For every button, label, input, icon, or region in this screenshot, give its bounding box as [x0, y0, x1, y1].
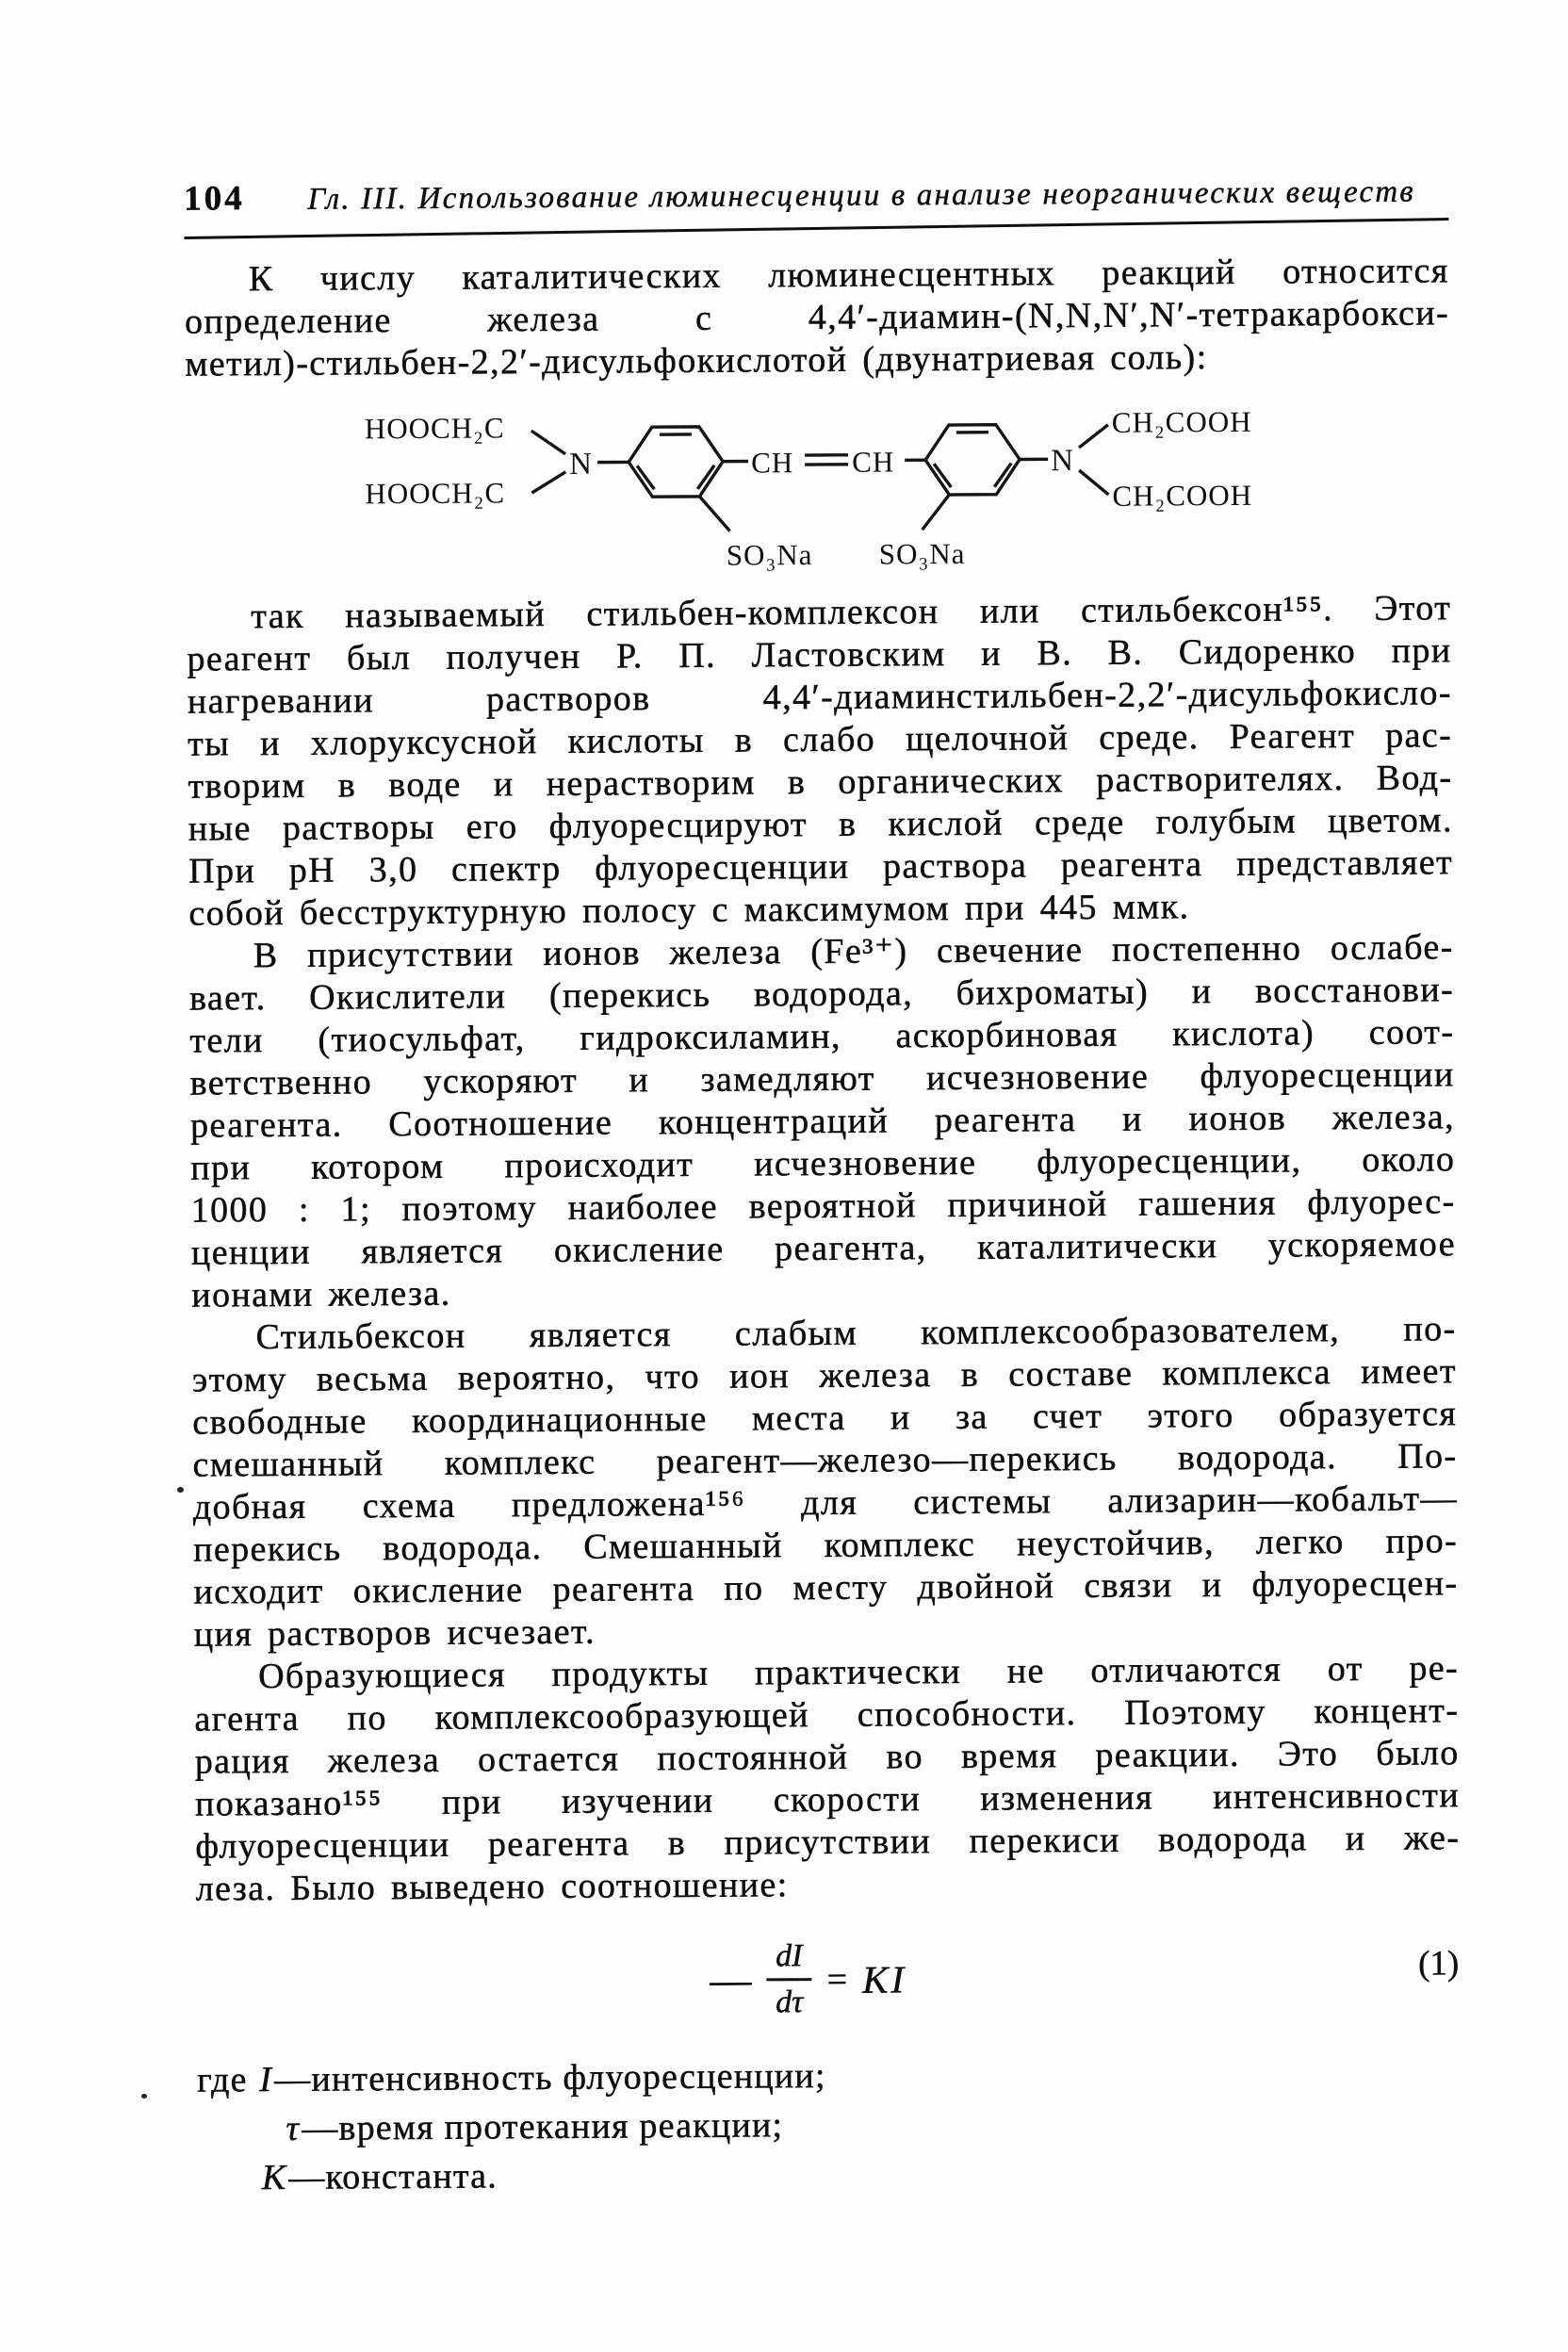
- text-line: При рН 3,0 спектр флуоресценции раствора реагента представляет: [188, 842, 1454, 891]
- bond: [1079, 425, 1108, 448]
- text-line: смешанный комплекс реагент—железо—перекись водорода. По-: [192, 1436, 1458, 1485]
- text-line: свободные координационные места и за счет этого образуется: [192, 1394, 1458, 1443]
- text-line: 1000 : 1; поэтому наиболее вероятной причиной гашения флуорес-: [190, 1182, 1456, 1231]
- text-line: метил)-стильбен-2,2′-дисульфокислотой (двунатриевая соль):: [185, 337, 1208, 384]
- page-content: [184, 170, 1462, 2202]
- atom-label-sulfo-left: SO₃Na: [726, 538, 813, 572]
- paragraph: [187, 587, 1453, 935]
- scan-speck: [141, 2094, 147, 2099]
- atom-label-sulfo-right: SO₃Na: [878, 536, 966, 571]
- running-head: [184, 170, 1448, 221]
- bond: [699, 497, 729, 531]
- chemical-structure-diagram: [360, 391, 1341, 581]
- bond: [531, 472, 565, 493]
- text-line: рация железа остается постоянной во время реакции. Это было: [194, 1733, 1460, 1782]
- paragraph: [191, 1308, 1458, 1656]
- definition-lead: где: [196, 2060, 258, 2100]
- equals-sign: =: [826, 1959, 848, 2000]
- fraction-denominator: dτ: [775, 1984, 804, 2020]
- atom-label-left-arm-top: HOOCH₂C: [364, 411, 505, 446]
- minus-sign: —: [710, 1956, 752, 2003]
- definition-text: —время протекания реакции;: [302, 2105, 784, 2148]
- atom-label-left-nitrogen: N: [569, 447, 594, 482]
- text-line: Стильбексон является слабым комплексообразователем, по-: [255, 1309, 1457, 1358]
- bond: [922, 495, 949, 530]
- chapter-title: Гл. III. Использование люминесценции в анализе неорганических веществ: [307, 174, 1415, 217]
- text-line: ионами железа.: [191, 1273, 451, 1315]
- definition-symbol: К: [261, 2157, 287, 2198]
- text-line: леза. Было выведено соотношение:: [195, 1865, 789, 1909]
- equation-right-side: KI: [861, 1956, 907, 2001]
- text-line: творим в воде и нерастворим в органических растворителях. Вод-: [188, 758, 1453, 807]
- equation-row: [196, 1930, 1462, 2044]
- bond: [531, 431, 565, 454]
- text-line: собой бесструктурную полосу с максимумом при 445 ммк.: [188, 887, 1190, 934]
- text-line: вает. Окислители (перекись водорода, бихроматы) и восстанови-: [188, 970, 1455, 1019]
- text-line: показано¹⁵⁵ при изучении скорости изменения интенсивности: [194, 1775, 1461, 1824]
- atom-label-right-arm-top: CH₂COOH: [1111, 404, 1252, 439]
- bond: [1079, 470, 1108, 495]
- atom-label-left-arm-bottom: HOOCH₂C: [365, 476, 506, 511]
- definition-text: —интенсивность флуоресценции;: [274, 2055, 826, 2100]
- definition-symbol: I: [259, 2060, 273, 2100]
- atom-label-right-arm-bottom: CH₂COOH: [1112, 478, 1253, 513]
- text-line: ция растворов исчезает.: [193, 1611, 596, 1655]
- paragraph: [189, 926, 1457, 1316]
- text-line: реагент был получен Р. П. Ластовским и В. В. Сидоренко при: [187, 630, 1452, 679]
- text-line: нагревании растворов 4,4′-диаминстильбен-2,2′-дисульфокисло-: [187, 673, 1453, 722]
- text-line: добная схема предложена¹⁵⁶ для системы ализарин—кобальт—: [192, 1478, 1458, 1527]
- definition-line: [198, 2145, 1462, 2202]
- text-line: тели (тиосульфат, гидроксиламин, аскорбиновая кислота) соот-: [189, 1012, 1455, 1061]
- text-line: определение железа с 4,4′-диамин-(N,N,N′,N′-тетракарбокси-: [184, 293, 1450, 342]
- page-number: 104: [184, 179, 245, 219]
- header-divider: [184, 218, 1448, 239]
- text-line: Образующиеся продукты практически не отличаются от ре-: [257, 1648, 1460, 1697]
- equation-number: (1): [1417, 1944, 1460, 1984]
- text-line: ты и хлоруксусной кислоты в слабо щелочной среде. Реагент рас-: [188, 715, 1453, 764]
- text-line: ценции является окисление реагента, каталитически ускоряемое: [190, 1224, 1457, 1273]
- fraction: [766, 1940, 812, 2018]
- atom-label-right-nitrogen: N: [1051, 444, 1075, 479]
- benzene-ring-right: [925, 424, 1021, 495]
- text-line: ные растворы его флуоресцируют в кислой среде голубым цветом.: [188, 800, 1453, 849]
- variable-definitions: [197, 2047, 1462, 2202]
- atom-label-ch-left: CH: [751, 446, 794, 480]
- text-line: исходит окисление реагента по месту двойной связи и флуоресцен-: [193, 1563, 1459, 1612]
- text-line: этому весьма вероятно, что ион железа в составе комплекса имеет: [191, 1351, 1458, 1400]
- scan-speck: [177, 1487, 184, 1493]
- text-line: агента по комплексообразующей способности. Поэтому концент-: [194, 1690, 1460, 1740]
- paragraph: [194, 1647, 1461, 1910]
- definition-symbol: τ: [286, 2108, 301, 2148]
- text-line: ветственно ускоряют и замедляют исчезновение флуоресценции: [189, 1054, 1455, 1103]
- text-line: В присутствии ионов железа (Fe³⁺) свечение постепенно ослабе-: [253, 927, 1454, 976]
- text-line: реагента. Соотношение концентраций реагента и ионов железа,: [189, 1097, 1456, 1146]
- text-line: флуоресценции реагента в присутствии перекиси водорода и же-: [195, 1818, 1461, 1867]
- definition-text: —константа.: [288, 2156, 498, 2197]
- text-line: при котором происходит исчезновение флуоресценции, около: [190, 1139, 1456, 1188]
- paragraph: [185, 250, 1450, 385]
- definition-line: [197, 2096, 1462, 2153]
- equation: [710, 1939, 906, 2018]
- benzene-ring-left: [629, 427, 724, 498]
- fraction-numerator: dI: [766, 1940, 812, 1981]
- text-line: К числу каталитических люминесцентных реакций относится: [248, 251, 1449, 300]
- text-line: так называемый стильбен-комплексон или стильбексон¹⁵⁵. Этот: [251, 588, 1452, 637]
- text-line: перекись водорода. Смешанный комплекс неустойчив, легко про-: [193, 1521, 1459, 1570]
- atom-label-ch-right: CH: [852, 445, 895, 479]
- definition-line: [197, 2047, 1462, 2104]
